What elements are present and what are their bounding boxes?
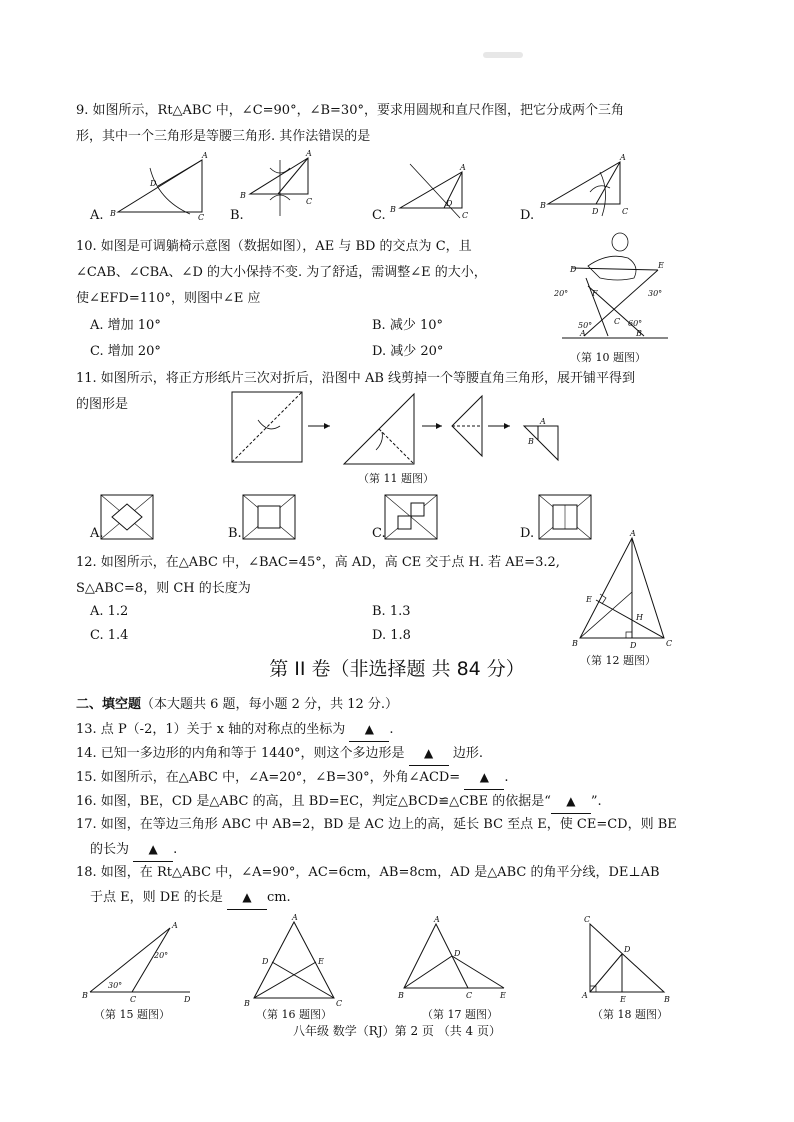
q16-tail: ”. [590,794,602,809]
q9-option-b[interactable]: B. [230,208,244,223]
svg-text:A: A [580,329,586,338]
q13-blank[interactable]: ▲ [349,718,389,742]
q13-period: . [389,722,394,737]
q18-blank[interactable]: ▲ [227,886,267,910]
q10-line2: ∠CAB、∠CBA、∠D 的大小保持不变. 为了舒适，需调整∠E 的大小， [76,265,487,280]
q14-tail: 边形. [452,746,483,761]
q9-option-d[interactable]: D. [520,208,535,223]
q14-line [76,742,483,766]
svg-text:E: E [500,991,506,1000]
svg-text:A: A [540,417,546,426]
q18-text: 于点 E，则 DE 的长是 [90,890,223,905]
svg-text:A: A [620,153,626,162]
svg-text:60°: 60° [628,319,643,328]
q11-option-c[interactable]: C. [372,526,386,541]
svg-text:B: B [240,191,246,200]
svg-text:A: A [630,529,636,538]
svg-text:C: C [666,639,673,648]
q13-line [76,718,394,742]
svg-text:50°: 50° [578,321,593,330]
q14-text: 14. 已知一多边形的内角和等于 1440°，则这个多边形是 [76,746,405,761]
q12-caption: （第 12 题图） [580,654,656,667]
q18-tail: cm. [266,890,291,905]
q11-caption: （第 11 题图） [358,472,434,485]
q9-option-c[interactable]: C. [372,208,386,223]
q12-figure [566,528,678,652]
svg-text:C: C [614,317,621,326]
svg-text:C: C [130,995,137,1004]
svg-text:A: A [172,921,178,930]
q15-line [76,766,509,790]
svg-text:A: A [582,991,588,1000]
svg-text:A: A [202,151,208,160]
q17-figure [396,916,516,1000]
q17-text: 的长为 [90,842,130,857]
svg-text:E: E [318,957,324,966]
q10-option-c[interactable]: C. 增加 20° [90,344,161,359]
q12-line1: 12. 如图所示，在△ABC 中，∠BAC=45°，高 AD，高 CE 交于点 H. 若 AE=3.2, [76,555,560,570]
q15-text: 15. 如图所示，在△ABC 中，∠A=20°，∠B=30°，外角∠ACD= [76,770,461,785]
q11-figure-b [242,494,298,542]
svg-text:C: C [462,211,469,220]
q11-figure-c [384,494,440,542]
svg-text:C: C [336,999,343,1008]
svg-text:B: B [390,205,396,214]
q15-figure [82,918,202,1002]
q10-option-d[interactable]: D. 减少 20° [372,344,444,359]
svg-text:30°: 30° [108,981,123,990]
svg-text:A: A [434,915,440,924]
q16-line [76,790,602,814]
q9-figure-d [540,152,640,220]
q17-caption: （第 17 题图） [422,1008,498,1021]
q11-figure-a [100,494,156,542]
svg-text:C: C [622,207,629,216]
q11-option-b[interactable]: B. [228,526,242,541]
svg-text:C: C [584,915,591,924]
q9-figure-a [110,150,210,222]
svg-text:E: E [620,995,626,1004]
q9-line2: 形，其中一个三角形是等腰三角形. 其作法错误的是 [76,129,371,144]
svg-text:20°: 20° [554,289,569,298]
svg-text:D: D [446,199,453,208]
svg-text:E: E [658,261,664,270]
q9-figure-b [240,150,320,222]
svg-text:E: E [586,595,592,604]
q17-blank[interactable]: ▲ [133,838,173,862]
page-footer: 八年级 数学（RJ）第 2 页 （共 4 页） [292,1024,501,1038]
q14-blank[interactable]: ▲ [409,742,449,766]
svg-text:B: B [398,991,404,1000]
q18-line1: 18. 如图，在 Rt△ABC 中，∠A=90°，AC=6cm，AB=8cm，AD 是△ABC 的角平分线，DE⊥AB [76,865,660,880]
q12-line2: S△ABC=8，则 CH 的长度为 [76,581,251,596]
q10-option-a[interactable]: A. 增加 10° [90,318,161,333]
q16-caption: （第 16 题图） [256,1008,332,1021]
svg-text:D: D [454,949,461,958]
q18-figure [580,914,676,1006]
q10-figure [548,230,678,348]
svg-text:D: D [150,179,157,188]
q9-line1: 9. 如图所示，Rt△ABC 中，∠C=90°，∠B=30°，要求用圆规和直尺作图，把它分成两个三角 [76,103,624,118]
section-head: 二、填空题 [76,697,142,712]
q16-blank[interactable]: ▲ [551,790,591,814]
q12-option-b[interactable]: B. 1.3 [372,604,411,619]
svg-text:B: B [110,209,116,218]
q15-caption: （第 15 题图） [94,1008,170,1021]
q12-option-c[interactable]: C. 1.4 [90,628,129,643]
svg-text:C: C [306,197,313,206]
q17-line2 [90,838,177,862]
svg-text:F: F [592,289,598,298]
svg-text:C: C [198,213,205,222]
svg-text:B: B [636,329,642,338]
section-head-note: （本大题共 6 题，每小题 2 分，共 12 分.） [141,697,399,712]
svg-text:30°: 30° [648,289,663,298]
q18-line2 [90,886,291,910]
q10-caption: （第 10 题图） [570,351,646,364]
svg-text:D: D [570,265,577,274]
svg-text:B: B [244,999,250,1008]
q13-text: 13. 点 P（-2，1）关于 x 轴的对称点的坐标为 [76,722,346,737]
svg-text:B: B [540,201,546,210]
q16-figure [244,913,344,1008]
q12-option-a[interactable]: A. 1.2 [90,604,129,619]
q9-option-a[interactable]: A. [90,208,104,223]
q18-caption: （第 18 题图） [592,1008,668,1021]
q11-option-a[interactable]: A. [90,526,104,541]
svg-text:D: D [184,995,191,1004]
q15-period: . [504,770,509,785]
svg-text:D: D [630,641,637,650]
q16-text: 16. 如图，BE，CD 是△ABC 的高，且 BD=EC，判定△BCD≌△CBE 的依据是“ [76,794,551,809]
q9-figure-c [390,160,480,220]
q11-line2: 的图形是 [76,397,129,412]
svg-text:C: C [466,991,473,1000]
q11-option-d[interactable]: D. [520,526,535,541]
svg-text:D: D [262,957,269,966]
svg-text:B: B [572,639,578,648]
q17-period: . [173,842,178,857]
q17-line1: 17. 如图，在等边三角形 ABC 中 AB=2，BD 是 AC 边上的高，延长 BC 至点 E，使 CE=CD，则 BE [76,817,677,832]
section-title: 第 II 卷（非选择题 共 84 分） [269,658,525,680]
svg-text:20°: 20° [154,951,169,960]
q10-line1: 10. 如图是可调躺椅示意图（数据如图），AE 与 BD 的交点为 C，且 [76,239,472,254]
svg-text:D: D [624,945,631,954]
q11-fold-sequence [228,390,568,470]
svg-text:H: H [636,613,643,622]
q15-blank[interactable]: ▲ [464,766,504,790]
svg-text:A: A [460,163,466,172]
scan-mark [483,52,523,58]
q10-option-b[interactable]: B. 减少 10° [372,318,443,333]
q10-line3: 使∠EFD=110°，则图中∠E 应 [76,291,261,306]
svg-text:A: A [306,149,312,158]
q11-line1: 11. 如图所示，将正方形纸片三次对折后，沿图中 AB 线剪掉一个等腰直角三角形，展开铺平得到 [76,371,636,386]
svg-text:D: D [592,207,599,216]
svg-text:B: B [664,995,670,1004]
svg-text:B: B [82,991,88,1000]
svg-text:B: B [528,437,534,446]
q12-option-d[interactable]: D. 1.8 [372,628,411,643]
svg-text:A: A [292,913,298,922]
